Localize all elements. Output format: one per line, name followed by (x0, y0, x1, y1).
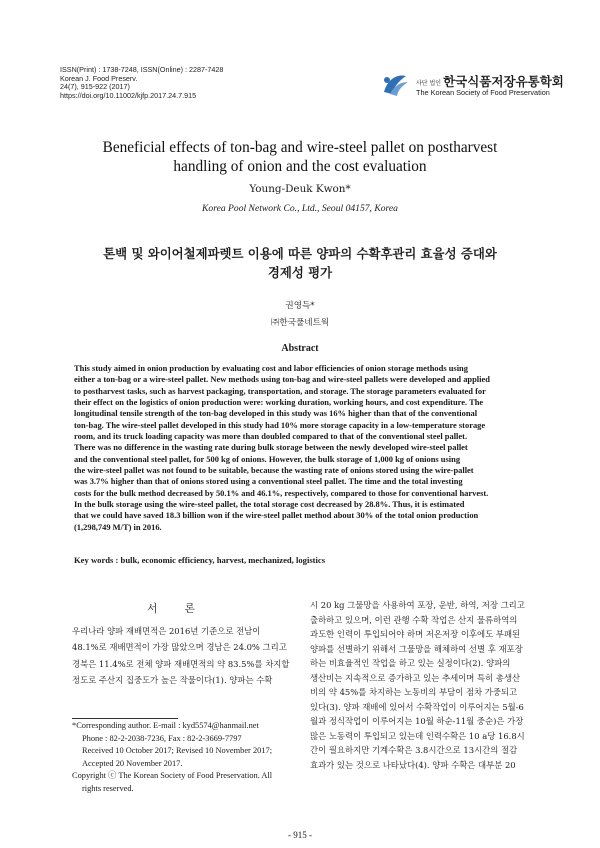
abstract-line: the wire-steel pallet was not found to be suitable, because the wasting rate of onions stored using the wire-pallet (74, 465, 474, 476)
footnote-line: Accepted 20 November 2017. (82, 758, 183, 768)
journal-name: Korean J. Food Preserv. (60, 73, 138, 83)
abstract-line: was 3.7% higher than that of onions stored using a conventional steel pallet. The time and the total investing (74, 476, 463, 487)
abstract-line: that we could have saved 18.3 billion won if the wire-steel pallet method about 30% of the total onion production (74, 510, 479, 521)
abstract-line: costs for the bulk method decreased by 50.1% and 46.1%, respectively, compared to those for conventional harvest. (74, 487, 489, 498)
footnote-line: Received 10 October 2017; Revised 10 November 2017; (82, 746, 273, 755)
body-text-line: 48.1%로 재배면적이 가장 많았으며 경남은 24.0% 그리고 (72, 642, 287, 653)
body-text-line: 비의 약 45%를 차지하는 노동비의 부담이 점차 가중되고 (310, 687, 518, 698)
abstract-line: (1,298,749 M/T) in 2016. (74, 521, 162, 532)
society-prefix: 사단 법인 (416, 80, 442, 87)
affiliation-english: Korea Pool Network Co., Ltd., Seoul 04157, Korea (202, 203, 398, 214)
body-text-line: 간이 필요하지만 기계수확은 3.8시간으로 13시간의 절감 (310, 745, 518, 756)
volume-line: 24(7), 915-922 (2017) (60, 82, 130, 92)
title-ko-line-1: 톤백 및 와이어철제파렛트 이용에 따른 양파의 수확후관리 효율성 증대와 (103, 246, 497, 261)
society-name-korean-text: 한국식품저장유통학회 (443, 74, 564, 89)
footnote-line: Phone : 82-2-2038-7236, Fax : 82-2-3669-7797 (82, 733, 242, 743)
abstract-body (74, 363, 532, 533)
body-text-line: 하는 비효율적인 작업을 하고 있는 실정이다(2). 양파의 (310, 658, 511, 669)
footnote-line: rights reserved. (82, 783, 134, 793)
abstract-line: room, and its truck loading capacity was more than doubled compared to that of the conventional steel pallet. (74, 431, 468, 442)
introduction-right-column (310, 598, 532, 773)
body-text-line: 월과 정식작업이 이루어지는 10월 하순-11월 중순)은 가장 (310, 716, 524, 727)
keywords: Key words : bulk, economic efficiency, harvest, mechanized, logistics (74, 555, 326, 565)
society-name-english: The Korean Society of Food Preservation (416, 88, 550, 97)
author-korean: 권영득* (285, 301, 315, 311)
paper-title-korean (60, 244, 540, 282)
section-heading-introduction: 서 론 (147, 603, 207, 615)
abstract-heading: Abstract (281, 343, 319, 354)
footnotes (72, 720, 294, 795)
body-text-line: 과도한 인력이 투입되어야 하며 저온저장 이후에도 부패된 (310, 629, 521, 640)
society-logo-icon (380, 72, 410, 98)
doi-link[interactable]: https://doi.org/10.11002/kjfp.2017.24.7.915 (60, 90, 197, 100)
title-en-line-2: handling of onion and the cost evaluation (173, 158, 427, 175)
body-text-line: 우리나라 양파 재배면적은 2016년 기준으로 전남이 (72, 626, 261, 636)
body-text-line: 양파를 선별하기 위해서 그물망을 해체하여 선별 후 재포장 (310, 643, 523, 654)
footnote-divider (72, 718, 178, 719)
body-text-line: 경북은 11.4%로 전체 양파 재배면적의 약 83.5%를 차지할 (72, 658, 290, 669)
title-en-line-1: Beneficial effects of ton-bag and wire-steel pallet on postharvest (102, 139, 498, 156)
journal-meta (60, 66, 223, 100)
introduction-left-column (72, 623, 292, 689)
abstract-line: ton-bag. The wire-steel pallet developed in this study had 10% more storage capacity in a low-temperature storage (74, 419, 486, 430)
body-text-line: 효과가 있는 것으로 나타났다(4). 양파 수확은 대부분 20 (310, 760, 516, 771)
body-text-line: 있다(3). 양파 재배에 있어서 수확작업이 이루어지는 5월-6 (310, 701, 524, 712)
abstract-line: to postharvest tasks, such as harvest packaging, transportation, and storage. The storage parameters evaluated for (74, 385, 486, 396)
footnote-line: Copyright ⓒ The Korean Society of Food Preservation. All (72, 771, 273, 780)
paper-title-english (60, 138, 540, 176)
abstract-line: This study aimed in onion production by evaluating cost and labor efficiencies of onion storage methods using (74, 363, 468, 373)
abstract-line: In the bulk storage using the wire-steel pallet, the total storage cost decreased by 28.8%. Thus, it is estimated (74, 499, 465, 510)
author-english: Young-Deuk Kwon* (249, 183, 351, 195)
page-number: - 915 - (288, 830, 312, 840)
abstract-line: and the conventional steel pallet, for 500 kg of onions. However, the bulk storage of 1,000 kg of onions using (74, 453, 461, 464)
title-ko-line-2: 경제성 평가 (267, 265, 333, 280)
body-text-line: 시 20 kg 그물망을 사용하여 포장, 운반, 하역, 저장 그리고 (310, 600, 525, 610)
abstract-line: There was no difference in the wasting rate during bulk storage between the newly developed wire-steel pallet (74, 442, 468, 453)
abstract-line: longitudinal tensile strength of the ton-bag developed in this study was 16% higher than that of the conventional (74, 408, 478, 419)
abstract-line: either a ton-bag or a wire-steel pallet. New methods using ton-bag and wire-steel pallets were developed and applied (74, 374, 490, 385)
body-text-line: 출하하고 있으며, 이런 관행 수확 작업은 산지 물류하역의 (310, 614, 518, 625)
affiliation-korean: ㈜한국풀네트웍 (270, 318, 330, 328)
abstract-line: their effect on the logistics of onion production were: working duration, working hours, and cost expenditure. The (74, 397, 484, 408)
footnote-line: *Corresponding author. E-mail : kyd5574@hanmail.net (72, 721, 259, 730)
body-text-line: 많은 노동력이 투입되고 있는데 인력수확은 10 a당 16.8시 (310, 730, 525, 741)
society-header (380, 70, 564, 100)
issn-line: ISSN(Print) : 1738-7248, ISSN(Online) : 2287-7428 (60, 65, 224, 74)
body-text-line: 정도로 주산지 집중도가 높은 작물이다(1). 양파는 수확 (72, 675, 273, 686)
body-text-line: 생산비는 지속적으로 증가하고 있는 추세이며 특히 총생산 (310, 672, 521, 683)
